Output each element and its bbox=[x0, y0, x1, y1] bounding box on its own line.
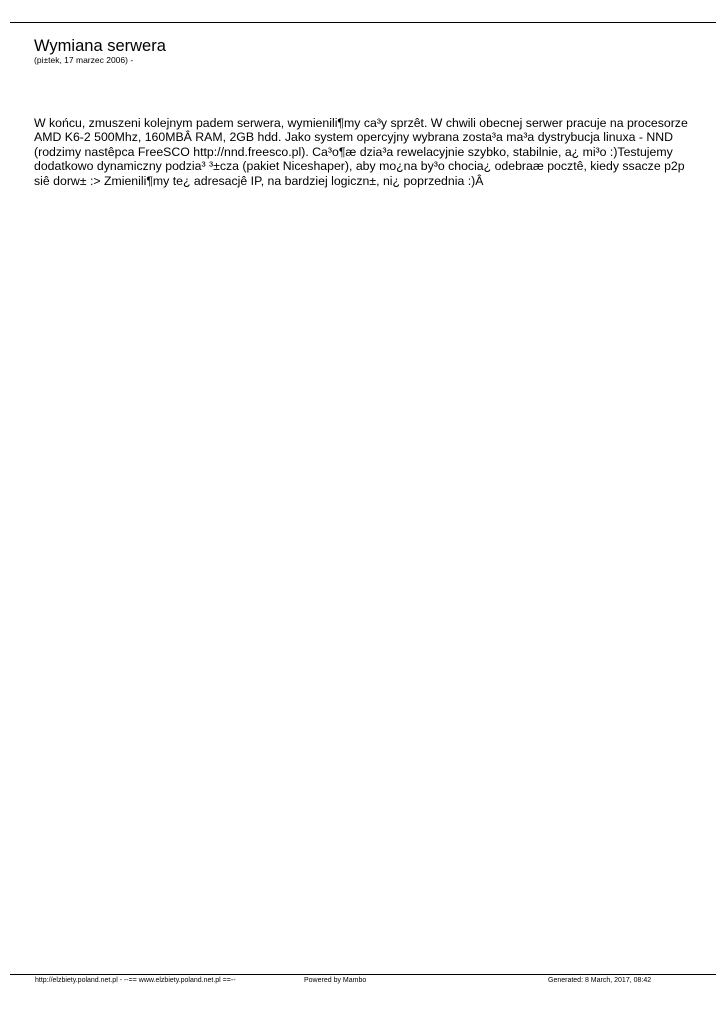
article-body: W końcu, zmuszeni kolejnym padem serwera, wymienili¶my ca³y sprzêt. W chwili obecnej serwer pracuje na procesorze AMD K6-2 500Mhz, 160MBÂ RAM, 2GB hdd. Jako system opercyjny wybrana zosta³a ma³a dystrybucja linuxa - NND (rodzimy nastêpca FreeSCO http://nnd.freesco.pl). Ca³o¶æ dzia³a rewelacyjnie szybko, stabilnie, a¿ mi³o :)Testujemy dodatkowo dynamiczny podzia³ ³±cza (pakiet Niceshaper), aby mo¿na by³o chocia¿ odebraæ pocztê, kiedy ssacze p2p siê dorw± :> Zmienili¶my te¿ adresacjê IP, na bardziej logiczn±, ni¿ poprzednia :)Â bbox=[34, 116, 688, 188]
footer-powered-by: Powered by Mambo bbox=[304, 977, 367, 984]
bottom-divider bbox=[10, 974, 716, 975]
footer-generated-date: Generated: 8 March, 2017, 08:42 bbox=[548, 977, 652, 984]
footer-site-url: http://elzbiety.poland.net.pl - --== www.elzbiety.poland.net.pl ==-- bbox=[35, 977, 236, 984]
article-date: (pi±tek, 17 marzec 2006) - bbox=[34, 55, 134, 65]
top-divider bbox=[10, 22, 716, 23]
article-title: Wymiana serwera bbox=[34, 37, 166, 55]
